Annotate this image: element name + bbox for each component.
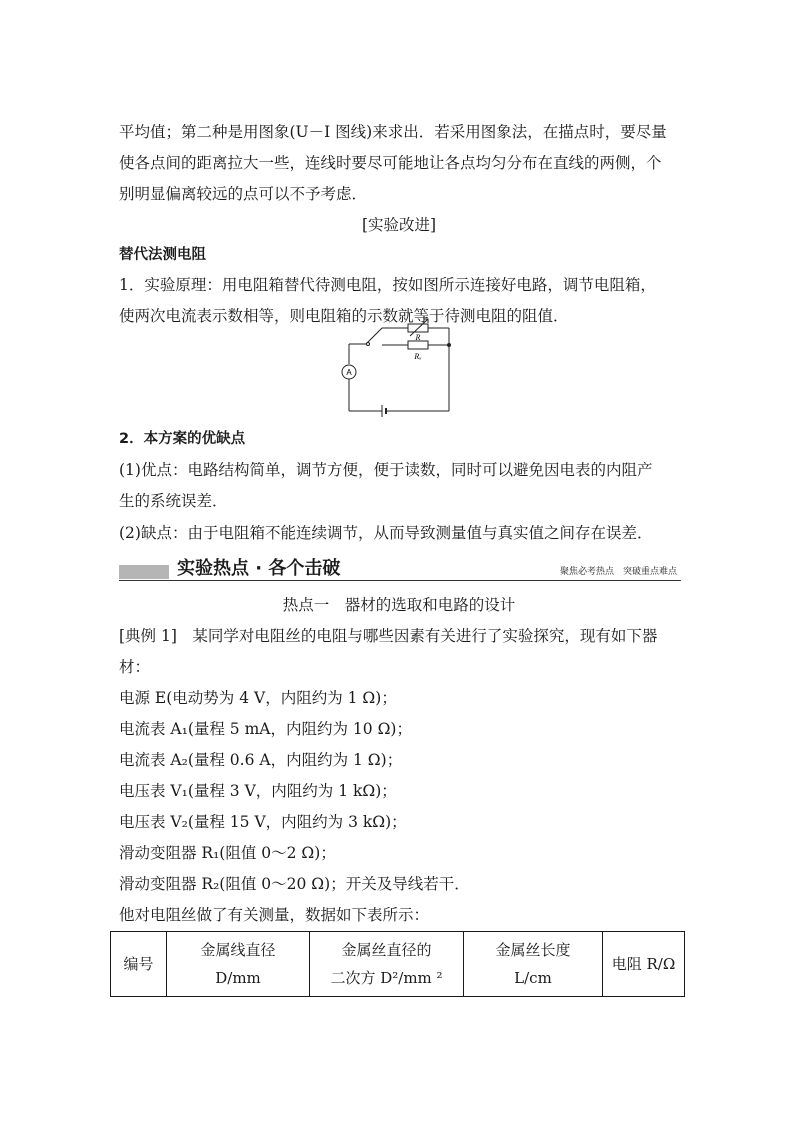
junction-dot — [448, 344, 451, 347]
header-cell-diameter — [167, 932, 310, 997]
item1-line: 1．实验原理：用电阻箱替代待测电阻，按如图所示连接好电路，调节电阻箱， — [119, 276, 656, 294]
section-banner — [119, 557, 681, 583]
switch-contact — [367, 343, 370, 346]
equipment-item: 电压表 V₁(量程 3 V，内阻约为 1 kΩ)； — [119, 782, 397, 800]
header-cell-length — [464, 932, 603, 997]
banner-bar — [119, 565, 169, 579]
item2-line: (2)缺点：由于电阻箱不能连续调节，从而导致测量值与真实值之间存在误差． — [119, 524, 653, 542]
header-cell-resistance: 电阻 R/Ω — [603, 932, 685, 997]
banner-rule — [119, 580, 681, 581]
table-header-row — [111, 932, 685, 997]
header-text: L/cm — [514, 969, 552, 987]
item2-heading: 2．本方案的优缺点 — [119, 431, 246, 447]
equipment-item: 滑动变阻器 R₁(阻值 0～2 Ω)； — [119, 844, 336, 862]
item2-line: (1)优点：电路结构简单，调节方便，便于读数，同时可以避免因电表的内阻产 — [119, 461, 653, 479]
paragraph-line: 使各点间的距离拉大一些，连线时要尽可能地让各点均匀分布在直线的两侧，个 — [119, 154, 662, 172]
equipment-item: 电压表 V₂(量程 15 V，内阻约为 3 kΩ)； — [119, 813, 407, 831]
header-text: D/mm — [215, 969, 261, 987]
hotspot-title: 热点一 器材的选取和电路的设计 — [282, 596, 516, 614]
equipment-item: 电源 E(电动势为 4 V，内阻约为 1 Ω)； — [119, 689, 397, 707]
equipment-item: 电流表 A₂(量程 0.6 A，内阻约为 1 Ω)； — [119, 751, 403, 769]
label-A: A — [346, 368, 352, 377]
table-intro: 他对电阻丝做了有关测量，数据如下表所示： — [119, 906, 430, 924]
example-line: [典例 1] 某同学对电阻丝的电阻与哪些因素有关进行了实验探究，现有如下器 — [119, 627, 658, 645]
label-R: R — [415, 333, 421, 342]
data-table — [110, 931, 685, 997]
switch-blade — [366, 328, 382, 344]
banner-subtitle: 聚焦必考热点 突破重点难点 — [559, 567, 677, 577]
paragraph-line: 别明显偏离较远的点可以不予考虑． — [119, 185, 368, 203]
example-line: 材： — [119, 658, 151, 676]
header-cell-number: 编号 — [111, 932, 167, 997]
header-text: 金属丝长度 — [495, 941, 571, 959]
header-cell-diameter-squared — [310, 932, 464, 997]
subtitle: 替代法测电阻 — [119, 247, 206, 263]
equipment-item: 电流表 A₁(量程 5 mA，内阻约为 10 Ω)； — [119, 720, 412, 738]
banner-title: 实验热点 · 各个击破 — [177, 558, 341, 579]
section-title: [实验改进] — [361, 216, 437, 234]
header-text: 金属线直径 — [200, 941, 276, 959]
circuit-diagram — [338, 318, 462, 418]
item2-line: 生的系统误差． — [119, 492, 228, 510]
item1-line: 使两次电流表示数相等，则电阻箱的示数就等于待测电阻的阻值． — [119, 307, 569, 325]
resistor-Rx — [408, 341, 428, 349]
header-text: 二次方 D²/mm ² — [330, 969, 443, 987]
paragraph-line: 平均值；第二种是用图象(U－I 图线)来求出．若采用图象法，在描点时，要尽量 — [119, 123, 667, 141]
label-Rx: Rₓ — [414, 352, 422, 361]
header-text: 金属丝直径的 — [341, 941, 432, 959]
equipment-item: 滑动变阻器 R₂(阻值 0～20 Ω)；开关及导线若干． — [119, 875, 470, 893]
